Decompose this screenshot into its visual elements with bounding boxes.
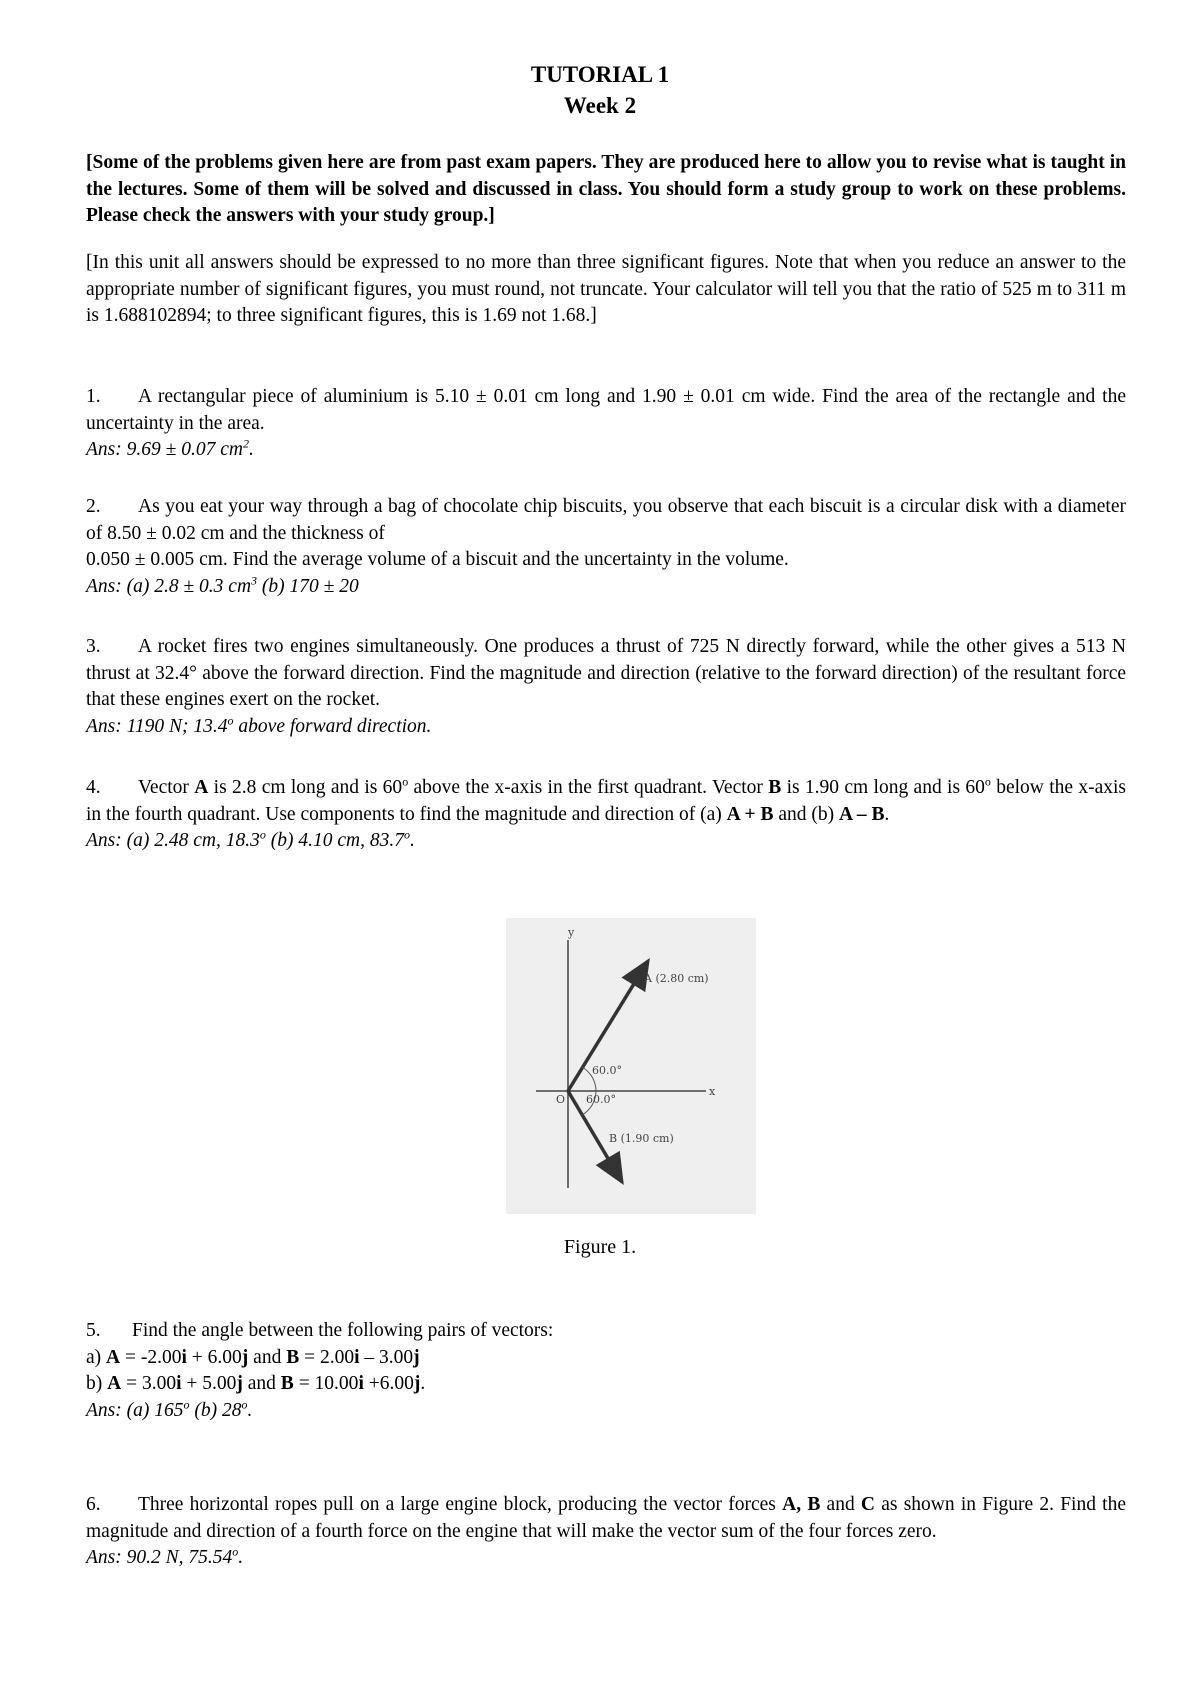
intro-note: [Some of the problems given here are from past exam papers. They are produced here to allow you to revise what is taught in the lectures. Some of them will be solved and discussed in class. You should form a study group to work on these problems. Please check the answers with your study group.] [86, 152, 1126, 226]
figure-1-vector-diagram [506, 918, 756, 1214]
problem-2 [86, 494, 1126, 600]
problem-number: 6. [86, 1494, 101, 1515]
problem-number: 5. [86, 1320, 101, 1341]
problem-5-part-b: b) A = 3.00i + 5.00j and B = 10.00i +6.00j. [86, 1373, 426, 1394]
problem-answer: Ans: (a) 2.48 cm, 18.3$^o$ (b) 4.10 cm, 83.7$^o$. [86, 827, 415, 851]
problem-number: 1. [86, 386, 101, 407]
vector-diagram-svg [506, 918, 756, 1214]
problem-6: 6. Three horizontal ropes pull on a large engine block, producing the vector forces A, B and C as shown in Figure 2. Find the magnitude and direction of a fourth force on the engine that will make the vector sum of the four forces zero. Ans: 90.2 N, 75.54$^o$. [86, 1494, 1126, 1568]
problem-text: A rocket fires two engines simultaneously. One produces a thrust of 725 N directly forward, while the other gives a 513 N thrust at 32.4° above the forward direction. Find the magnitude and direction (relative to the forward direction) of the resultant force that these engines exert on the rocket. [86, 636, 1126, 710]
sigfig-note: [In this unit all answers should be expressed to no more than three significant figures. Note that when you reduce an answer to the appropriate number of significant figures, you must round, not truncate. Your calculator will tell you that the ratio of 525 m to 311 m is 1.688102894; to three significant figures, this is 1.69 not 1.68.] [86, 252, 1126, 326]
vector-b-label: B (1.90 cm) [609, 1132, 674, 1145]
origin-label: O [556, 1093, 566, 1106]
problem-answer: Ans: (a) 165$^o$ (b) 28$^o$. [86, 1397, 253, 1421]
figure-1-caption: Figure 1. [563, 1236, 637, 1258]
problem-number: 2. [86, 496, 101, 517]
x-axis-label: x [709, 1085, 716, 1098]
page-title: TUTORIAL 1 [530, 62, 670, 87]
problem-5-part-a: a) A = -2.00i + 6.00j and B = 2.00i – 3.00j [86, 1346, 420, 1368]
problem-answer: Ans: 90.2 N, 75.54$^o$. [86, 1544, 244, 1568]
problem-number: 4. [86, 777, 101, 798]
problem-number: 3. [86, 636, 101, 657]
problem-answer: Ans: 1190 N; 13.4$^o$ above forward direction. [86, 713, 432, 737]
problem-4: 4. Vector A is 2.8 cm long and is 60$^o$ above the x-axis in the first quadrant. Vector B is 1.90 cm long and is 60$^o$ below the x-axis in the fourth quadrant. Use components to find the magnitude and direction of (a) A + B and (b) A – B. Ans: (a) 2.48 cm, 18.3$^o$ (b) 4.10 cm, 83.7$^o$. [86, 774, 1126, 851]
problem-answer: Ans: 9.69 ± 0.07 $cm^2$. [86, 436, 254, 460]
problem-3 [86, 634, 1126, 740]
page-subtitle: Week 2 [563, 93, 637, 118]
angle-label-bottom: 60.0° [586, 1093, 616, 1106]
problem-text: As you eat your way through a bag of chocolate chip biscuits, you observe that each biscuit is a circular disk with a diameter of 8.50 ± 0.02 cm and the thickness of [86, 496, 1126, 544]
problem-text: A rectangular piece of aluminium is 5.10 ± 0.01 cm long and 1.90 ± 0.01 cm wide. Find the area of the rectangle and the uncertainty in the area. [86, 386, 1126, 434]
y-axis-label: y [568, 926, 575, 939]
problem-answer: Ans: (a) 2.8 ± 0.3 $cm^3$ (b) 170 ± 20 [86, 573, 359, 597]
problem-5 [86, 1318, 1126, 1424]
problem-1 [86, 384, 1126, 464]
problem-text: Find the angle between the following pairs of vectors: [132, 1320, 554, 1341]
problem-text-continued: 0.050 ± 0.005 cm. Find the average volume of a biscuit and the uncertainty in the volume. [86, 549, 789, 570]
angle-label-top: 60.0° [592, 1064, 622, 1077]
vector-a-label: A (2.80 cm) [644, 972, 709, 985]
